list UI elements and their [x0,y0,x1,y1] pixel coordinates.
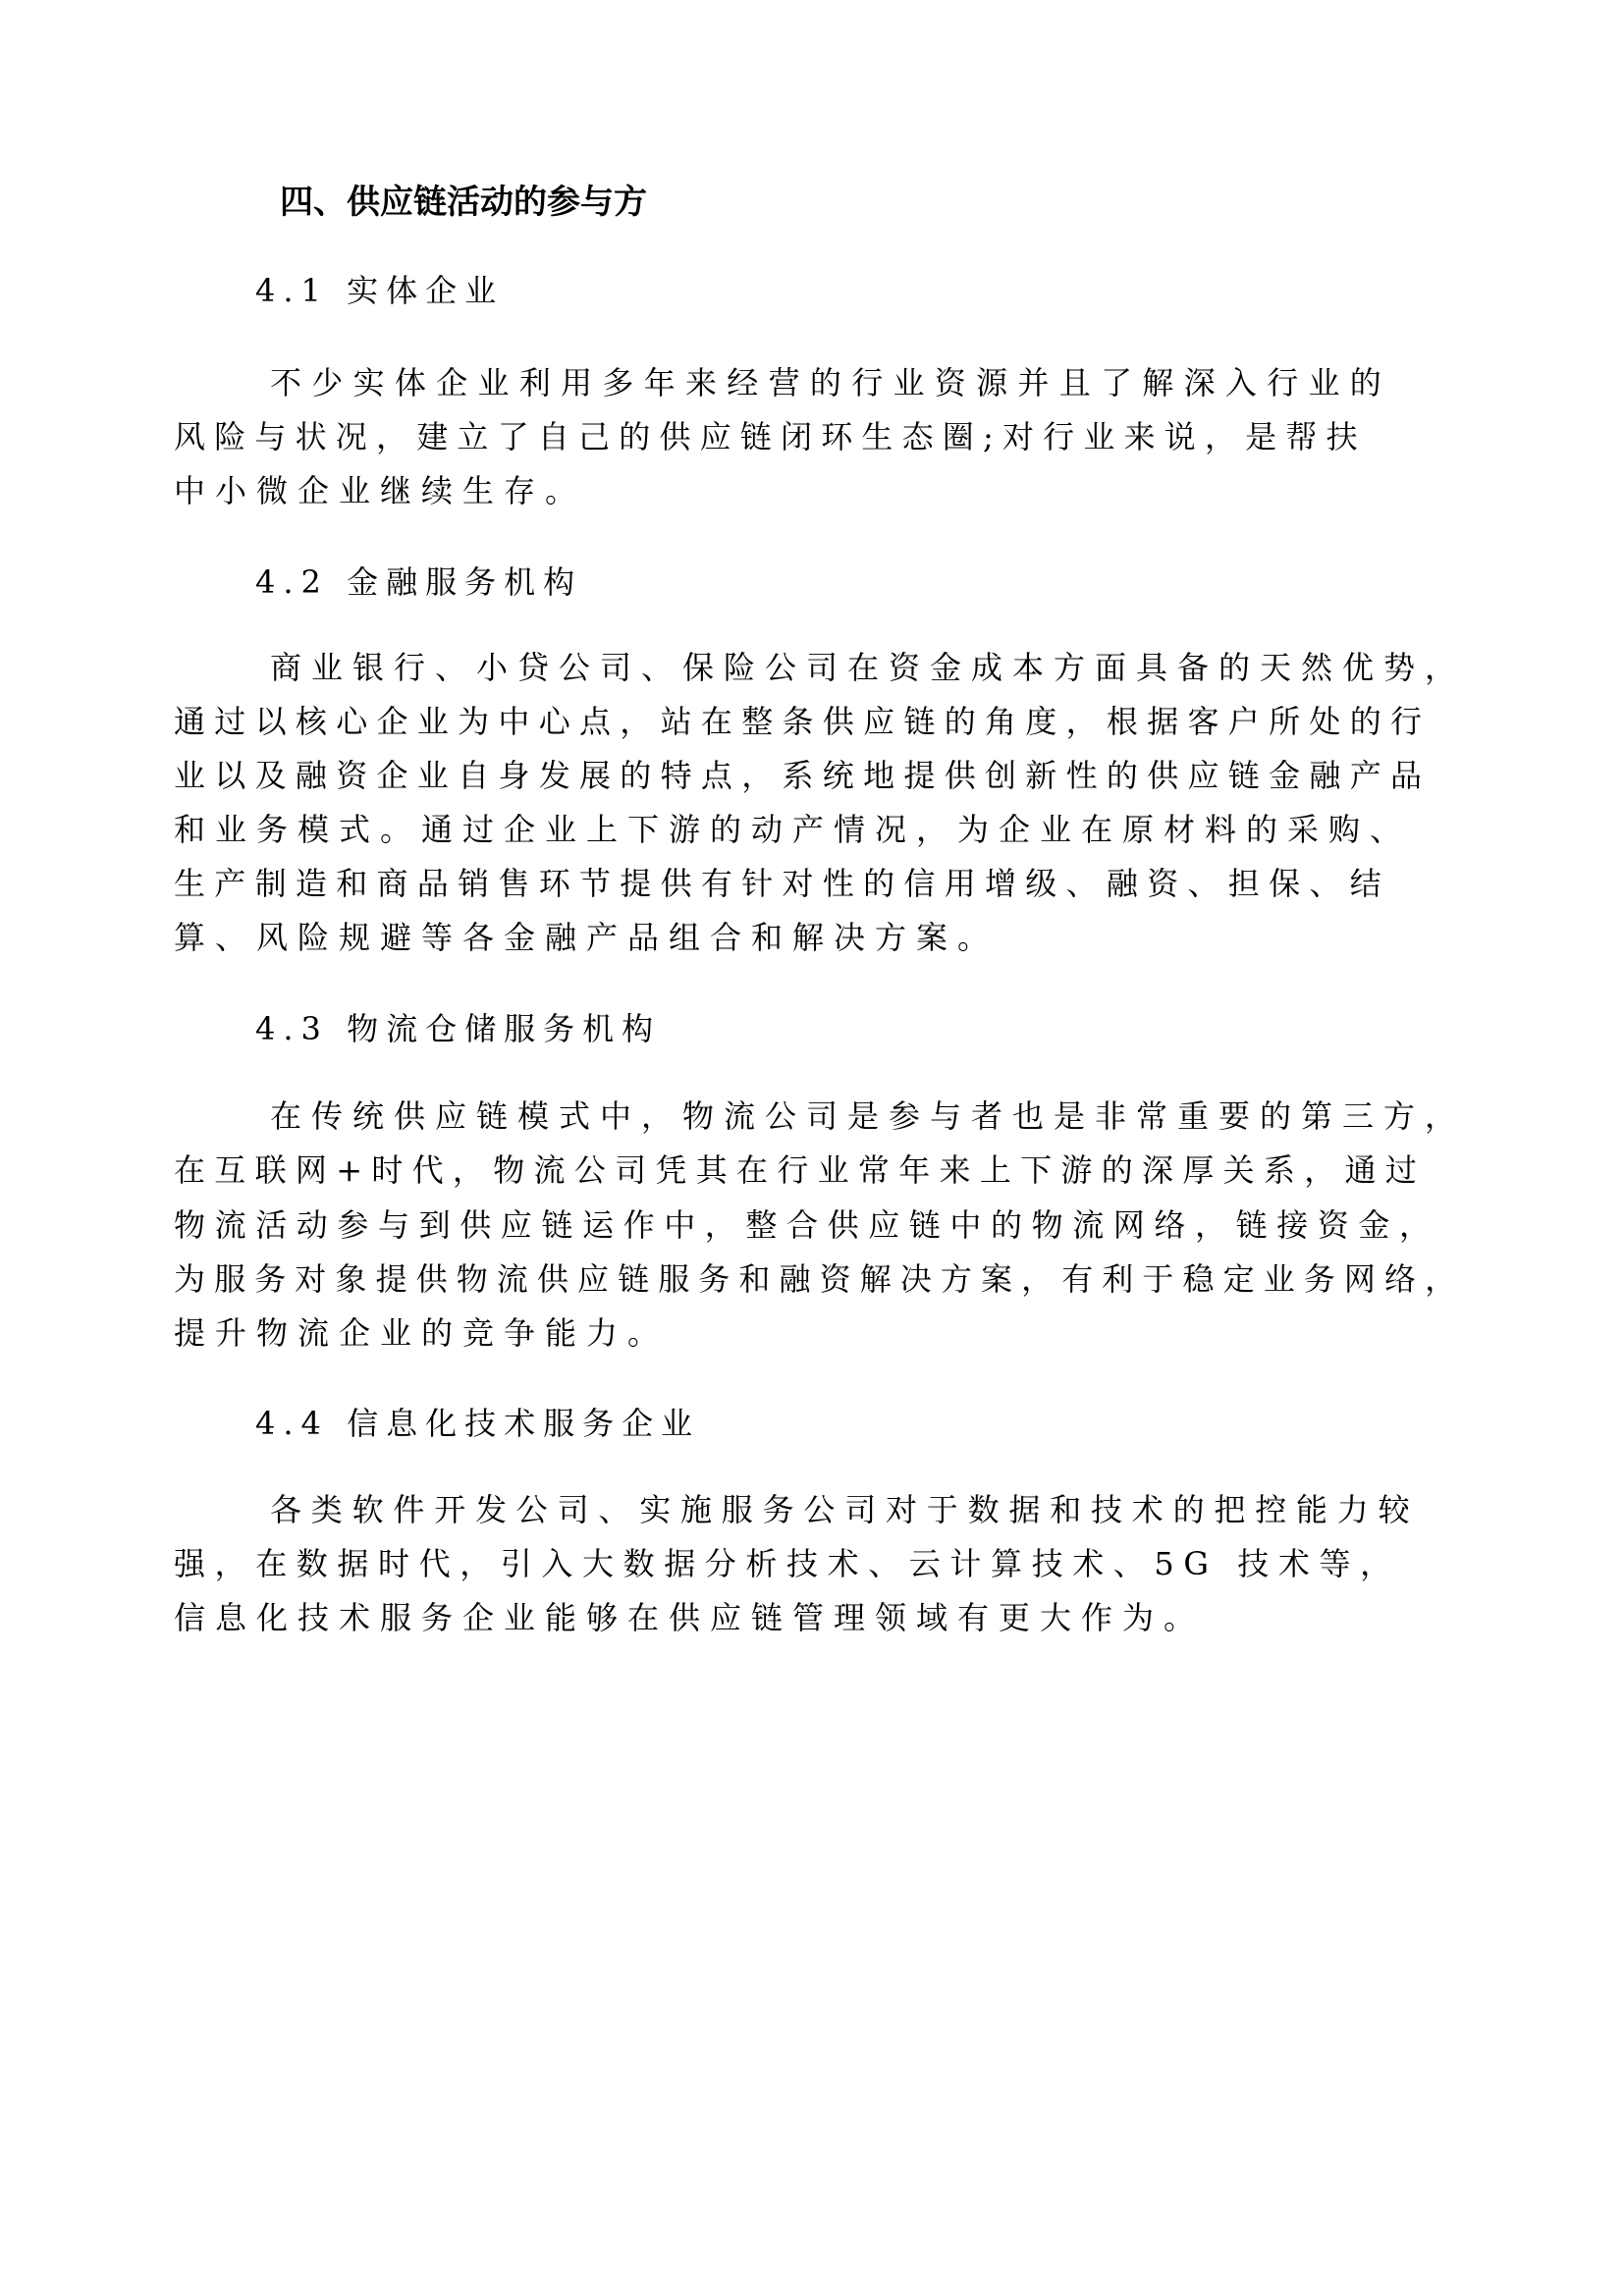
paragraph-line: 在互联网+时代，物流公司凭其在行业常年来上下游的深厚关系，通过 [174,1151,1427,1189]
paragraph-line: 和业务模式。通过企业上下游的动产情况，为企业在原材料的采购、 [174,811,1412,848]
paragraph-line: 风险与状况，建立了自己的供应链闭环生态圈;对行业来说，是帮扶 [174,418,1367,455]
subsection-heading-4-2: 4.2 金融服务机构 [255,563,583,601]
paragraph-line: 强，在数据时代，引入大数据分析技术、云计算技术、5G 技术等， [174,1545,1401,1582]
paragraph-line: 物流活动参与到供应链运作中，整合供应链中的物流网络，链接资金， [174,1206,1440,1244]
paragraph-line: 不少实体企业利用多年来经营的行业资源并且了解深入行业的 [270,364,1392,401]
subsection-heading-4-1: 4.1 实体企业 [255,272,505,309]
paragraph-line: 中小微企业继续生存。 [174,472,587,509]
paragraph-line: 各类软件开发公司、实施服务公司对于数据和技术的把控能力较 [270,1491,1420,1528]
paragraph-line: 算、风险规避等各金融产品组合和解决方案。 [174,919,1000,956]
paragraph-line: 生产制造和商品销售环节提供有针对性的信用增级、融资、担保、结 [174,865,1391,902]
paragraph-line: 提升物流企业的竞争能力。 [174,1314,670,1352]
subsection-heading-4-4: 4.4 信息化技术服务企业 [255,1405,701,1442]
subsection-heading-4-3: 4.3 物流仓储服务机构 [255,1010,662,1047]
paragraph-line: 为服务对象提供物流供应链服务和融资解决方案，有利于稳定业务网络， [174,1260,1466,1298]
paragraph-line: 信息化技术服务企业能够在供应链管理领域有更大作为。 [174,1599,1206,1636]
paragraph-line: 业以及融资企业自身发展的特点，系统地提供创新性的供应链金融产品 [174,757,1432,794]
section-title: 四、供应链活动的参与方 [280,183,647,222]
paragraph-line: 通过以核心企业为中心点，站在整条供应链的角度，根据客户所处的行 [174,703,1432,740]
paragraph-line: 商业银行、小贷公司、保险公司在资金成本方面具备的天然优势， [270,649,1467,686]
paragraph-line: 在传统供应链模式中，物流公司是参与者也是非常重要的第三方， [270,1097,1467,1135]
